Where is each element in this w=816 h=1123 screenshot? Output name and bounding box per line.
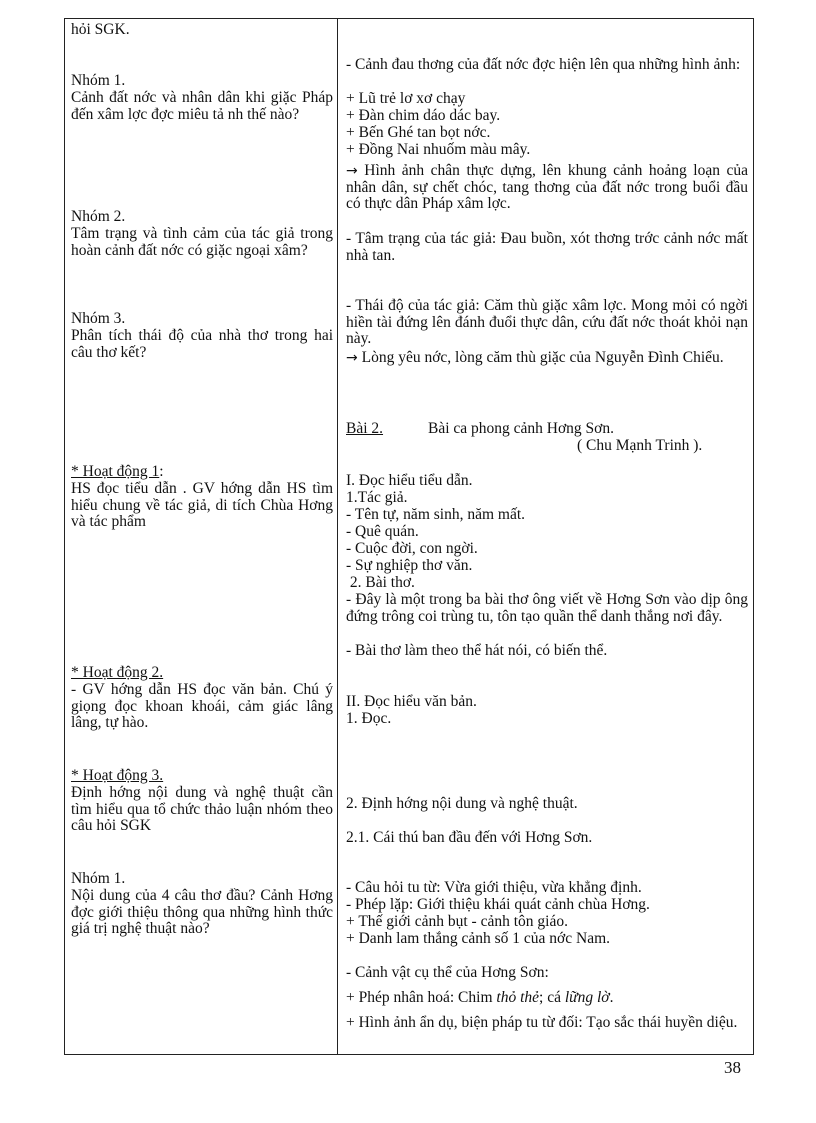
s19-part-a: + Phép nhân hoá: Chim — [346, 989, 497, 1006]
activity3-text: Định hớng nội dung và nghệ thuật cần tìm hiểu qua tổ chức thảo luận nhóm theo câu hỏi SGK — [71, 784, 333, 834]
group1b-title: Nhóm 1. — [71, 870, 126, 887]
bai2-number: Bài 2. — [346, 420, 384, 437]
s-line-4: - Quê quán. — [346, 523, 419, 540]
s-line-7: 2. Bài thơ. — [346, 574, 415, 591]
column-divider — [337, 18, 338, 1055]
page-number: 38 — [724, 1058, 741, 1077]
s19-part-c: ; cá — [539, 989, 565, 1006]
s-line-20: + Hình ảnh ẩn dụ, biện pháp tu từ đối: Tạo sắc thái huyền diệu. — [346, 1014, 738, 1031]
s-line-10: II. Đọc hiểu văn bản. — [346, 693, 477, 710]
s-line-6: - Sự nghiệp thơ văn. — [346, 557, 473, 574]
activity1-colon: : — [159, 463, 164, 480]
r-line-8: - Thái độ của tác giả: Căm thù giặc xâm lợc. Mong mỏi có ngời hiền tài đứng lên đánh đuổi thực dân, cứu đất nớc thoát khỏi nạn này. — [346, 297, 748, 347]
group1-question: Cảnh đất nớc và nhân dân khi giặc Pháp đến xâm lợc đợc miêu tả nh thế nào? — [71, 89, 333, 123]
group2-title: Nhóm 2. — [71, 208, 126, 225]
s-line-11: 1. Đọc. — [346, 710, 392, 727]
s-line-5: - Cuộc đời, con ngời. — [346, 540, 478, 557]
s-line-18: - Cảnh vật cụ thể của Hơng Sơn: — [346, 964, 549, 981]
activity1-text: HS đọc tiểu dẫn . GV hớng dẫn HS tìm hiểu chung về tác giả, di tích Chùa Hơng và tác phẩm — [71, 480, 333, 530]
activity1-heading — [71, 464, 333, 481]
s-line-14: - Câu hỏi tu từ: Vừa giới thiệu, vừa khẳng định. — [346, 879, 642, 896]
group3-title: Nhóm 3. — [71, 310, 126, 327]
s19-part-d: lững lờ — [564, 989, 610, 1006]
r-line-9 — [346, 350, 748, 367]
s-line-12: 2. Định hớng nội dung và nghệ thuật. — [346, 795, 578, 812]
s-line-1: I. Đọc hiểu tiểu dẫn. — [346, 472, 473, 489]
bai2-label — [346, 421, 383, 438]
bai2-title: Bài ca phong cảnh Hơng Sơn. — [428, 420, 614, 437]
bai2-author: ( Chu Mạnh Trinh ). — [577, 437, 703, 454]
r-line-1: - Cảnh đau thơng của đất nớc đợc hiện lên qua những hình ảnh: — [346, 56, 741, 73]
s-line-3: - Tên tự, năm sinh, năm mất. — [346, 506, 526, 523]
r-line-3: + Đàn chim dáo dác bay. — [346, 107, 501, 124]
group1-title: Nhóm 1. — [71, 72, 126, 89]
s-line-15: - Phép lặp: Giới thiệu khái quát cảnh chùa Hơng. — [346, 896, 650, 913]
s-line-19 — [346, 990, 748, 1007]
arrow-right-icon: → — [346, 163, 358, 179]
r-line-6 — [346, 163, 748, 213]
activity2-text: - GV hớng dẫn HS đọc văn bản. Chú ý giọng đọc khoan khoái, cảm giác lâng lâng, tự hào. — [71, 681, 333, 731]
s19-part-b: thỏ thẻ — [496, 989, 540, 1006]
s-line-9: - Bài thơ làm theo thể hát nói, có biến thể. — [346, 642, 608, 659]
s-line-2: 1.Tác giả. — [346, 489, 408, 506]
r-line-5: + Đồng Nai nhuốm màu mây. — [346, 141, 531, 158]
s-line-17: + Danh lam thắng cảnh số 1 của nớc Nam. — [346, 930, 610, 947]
r-line-2: + Lũ trẻ lơ xơ chạy — [346, 90, 466, 107]
group1b-question: Nội dung của 4 câu thơ đầu? Cảnh Hơng đợc giới thiệu thông qua những hình thức giá trị nghệ thuật nào? — [71, 887, 333, 937]
r-line-4: + Bến Ghé tan bọt nớc. — [346, 124, 491, 141]
activity1-label: * Hoạt động 1 — [71, 463, 160, 480]
group3-question: Phân tích thái độ của nhà thơ trong hai câu thơ kết? — [71, 327, 333, 361]
r-line-6-text: Hình ảnh chân thực dựng, lên khung cảnh hoảng loạn của nhân dân, sự chết chóc, tang thơng của đất nớc trong buổi đầu có thực dân Pháp xâm lợc. — [346, 162, 748, 212]
r-line-9-text: Lòng yêu nớc, lòng căm thù giặc của Nguyễn Đình Chiểu. — [357, 349, 724, 366]
s-line-8: - Đây là một trong ba bài thơ ông viết về Hơng Sơn vào dịp ông đứng trông coi trùng tu, tôn tạo quần thể danh thắng nơi đây. — [346, 591, 748, 625]
s-line-16: + Thế giới cảnh bụt - cảnh tôn giáo. — [346, 913, 568, 930]
group2-question: Tâm trạng và tình cảm của tác giả trong hoàn cảnh đất nớc có giặc ngoại xâm? — [71, 225, 333, 259]
activity3-label: * Hoạt động 3. — [71, 767, 164, 784]
s-line-13: 2.1. Cái thú ban đầu đến với Hơng Sơn. — [346, 829, 593, 846]
r-line-7: - Tâm trạng của tác giả: Đau buồn, xót thơng trớc cảnh nớc mất nhà tan. — [346, 230, 748, 264]
arrow-right-icon: → — [346, 350, 358, 366]
left-intro: hỏi SGK. — [71, 21, 130, 38]
activity2-label: * Hoạt động 2. — [71, 664, 164, 681]
s19-part-e: . — [609, 989, 614, 1006]
